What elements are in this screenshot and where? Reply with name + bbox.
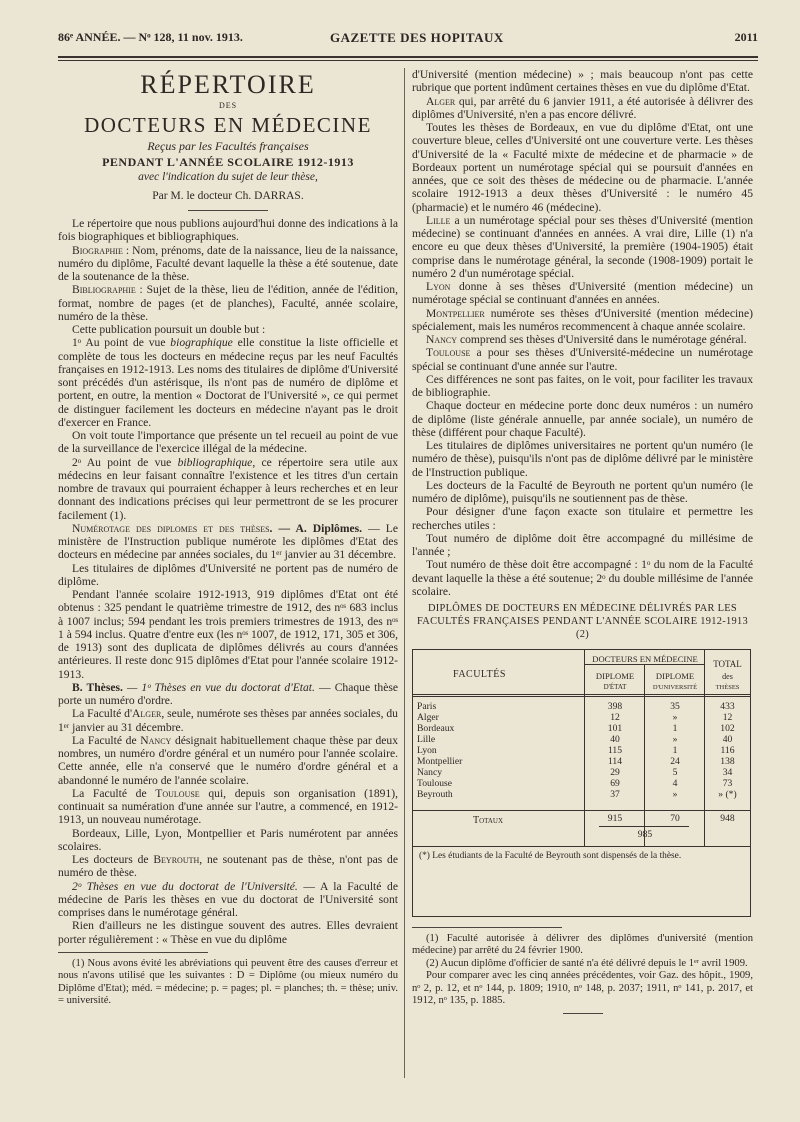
header-rule-thin	[58, 60, 758, 61]
paragraph: Les docteurs de la Faculté de Beyrouth ne portent qu'un numéro (le numéro de diplôme), puisqu'ils ne soutiennent pas de thèse.	[412, 478, 753, 505]
paragraph-italic: — 1ᵒ Thèses en vue du doctorat d'Etat.	[122, 680, 315, 694]
total-etat: 915	[607, 813, 623, 824]
article-subtitle: Reçus par les Facultés françaises	[147, 139, 309, 153]
row-etat: 115	[607, 745, 623, 756]
row-univ: 5	[672, 767, 678, 778]
column-separator	[404, 68, 405, 1078]
row-faculte: Montpellier	[417, 756, 463, 767]
row-faculte: Lille	[417, 734, 436, 745]
footnote: (1) Nous avons évité les abréviations qui peuvent être des causes d'erreur et nous n'avons utilisé que les suivantes : D = Diplôme (ou mieux numéro du Diplôme d'Etat); méd. = médecine; p. = pages; pl. = planches; th. = thèse; univ. = université.	[58, 957, 398, 1006]
paragraph: Cette publication poursuit un double but :	[72, 323, 266, 336]
paragraph	[58, 681, 398, 708]
paragraph-italic: 2ᵒ Thèses en vue du doctorat de l'Université.	[72, 879, 298, 893]
paragraph-text: a pour ses thèses d'Université-médecine un numérotage spécial se continuant d'une année sur l'autre.	[412, 346, 753, 373]
table-totals-rule	[413, 810, 750, 811]
faculty-name: Nancy	[140, 733, 172, 747]
row-total: 40	[722, 734, 733, 745]
paragraph: La Faculté d'Alger, seule, numérote ses thèses par années sociales, du 1ᵉʳ janvier au 31 décembre.	[58, 707, 398, 734]
table-header-rule	[413, 696, 750, 697]
paragraph: Pendant l'année scolaire 1912-1913, 919 diplômes d'Etat ont été obtenus : 325 pendant le quatrième trimestre de 1912, des nᵒˢ 683 inclus à 1007 inclus; 594 pendant les trois premiers trimestres de 1913, des nᵒˢ 1 à 594 inclus. Quatre d'entre eux (les nᵒˢ 1007, de 1912, 171, 305 et 306, de 1913) sont des duplicata de diplômes délivrés au cours d'années antérieures. Il reste donc 915 diplômes d'Etat pour l'année scolaire 1912-1913.	[58, 588, 398, 681]
footnote: Pour comparer avec les cinq années précédentes, voir Gaz. des hôpit., 1909, nᵒ 2, p. 12, et nᵒ 144, p. 1809; 1910, nᵒ 148, p. 2037; 1911, nᵒ 141, p. 2017, et 1912, nᵒ 135, p. 1885.	[412, 970, 753, 1007]
row-faculte: Alger	[417, 712, 439, 723]
paragraph: Tout numéro de diplôme doit être accompagné du millésime de l'année ;	[412, 531, 753, 558]
row-univ: »	[672, 789, 678, 800]
paragraph	[412, 95, 753, 122]
header-docteurs: DOCTEURS EN MÉDECINE	[592, 654, 698, 664]
title-divider	[188, 210, 268, 211]
paragraph-text: , ce répertoire sera utile aux médecins en leur faisant connaître l'existence et les titres d'un certain nombre de travaux qui pourraient échapper à leurs recherches et en leur donnant des indications précises qui leur permettront de se les procurer facilement (1).	[58, 455, 398, 522]
paragraph: Ces différences ne sont pas faites, on le voit, pour faciliter les travaux de bibliographie.	[412, 372, 753, 399]
row-total: 34	[722, 767, 733, 778]
row-etat: 114	[607, 756, 623, 767]
paragraph-text: , ne soutenant pas de thèse, n'ont pas de numéro de thèse.	[58, 853, 398, 880]
section-head: Numérotage des diplomes et des thèses	[72, 521, 270, 535]
row-etat: 398	[607, 701, 623, 712]
paragraph	[58, 244, 398, 284]
right-column	[412, 68, 753, 1020]
paragraph: Chaque docteur en médecine porte donc deux numéros : un numéro de diplôme (liste générale annuelle, par année sociale), un numéro de thèse (différent pour chaque Faculté).	[412, 399, 753, 439]
paragraph: Les titulaires de diplômes d'Université ne portent pas de numéro de diplôme.	[58, 561, 398, 588]
paragraph-italic: bibliographique	[177, 455, 253, 469]
paragraph-text: elle constitue la liste officielle et complète de tous les docteurs en médecine reçus par les neuf Facultés françaises en 1912-1913. Les noms des titulaires de diplôme d'Université sont précédés d'un astérisque, ils n'ont pas de numéro de diplôme et portent, en outre, la mention « Doctorat de l'Université », ce qui permet de distinguer facilement les docteurs en médecine n'ayant pas le droit d'exercer en France.	[58, 336, 398, 429]
footnote: (2) Aucun diplôme d'officier de santé n'a été délivré depuis le 1ᵉʳ avril 1909.	[426, 957, 748, 969]
paragraph: Tout numéro de thèse doit être accompagné : 1ᵒ du nom de la Faculté devant laquelle la thèse a été soutenue; 2ᵒ du double millésime de l'année scolaire.	[412, 558, 753, 598]
article-subtitle-year: PENDANT L'ANNÉE SCOLAIRE 1912-1913	[102, 155, 354, 169]
article-subtitle-thesis: avec l'indication du sujet de leur thèse,	[138, 171, 318, 183]
end-ornament	[563, 1013, 603, 1014]
row-total: 433	[720, 701, 735, 712]
row-total: 12	[722, 712, 733, 723]
row-faculte: Bordeaux	[417, 723, 455, 734]
faculty-name: Nancy	[426, 333, 458, 346]
journal-name: GAZETTE DES HOPITAUX	[330, 30, 504, 45]
row-etat: 40	[610, 734, 620, 745]
paragraph-text: désignait habituellement chaque thèse par deux nombres, un numéro d'ordre général et un numéro pour l'année scolaire. Cette année, elle n'a conservé que le numéro d'ordre général et a abandonné le numéro de l'année scolaire.	[58, 733, 398, 787]
faculty-name: Lyon	[426, 280, 451, 293]
total-combined: 985	[637, 829, 653, 840]
paragraph: Toutes les thèses de Bordeaux, en vue du diplôme d'Etat, ont une couverture bleue, celles d'Université ont une couverture verte. Les thèses d'Université de la « Faculté mixte de médecine et de pharmacie » de Bordeaux portent un numérotage spécial qui se poursuit d'années en années, que ce soit des thèses de médecine ou de pharmacie. L'année scolaire 1912-1913 a deux thèses d'Université : le numéro 45 (pharmacie) et le numéro 46 (médecine).	[412, 121, 753, 214]
header-total: TOTAL	[713, 659, 742, 669]
table-note: (*) Les étudiants de la Faculté de Beyrouth sont dispensés de la thèse.	[419, 851, 682, 861]
combined-brace	[599, 826, 689, 827]
paragraph-text: : Nom, prénoms, date de la naissance, lieu de la naissance, numéro du diplôme, Faculté devant laquelle la thèse a été soutenue, date de la soutenance de la thèse.	[58, 243, 398, 283]
row-etat: 101	[607, 723, 623, 734]
total-univ: 70	[670, 813, 680, 824]
row-etat: 29	[610, 767, 620, 778]
row-total: » (*)	[718, 789, 737, 800]
row-faculte: Paris	[417, 701, 437, 712]
header-diplome-univ: DIPLOME	[655, 671, 695, 681]
faculty-name: Toulouse	[426, 346, 471, 360]
paragraph	[58, 456, 398, 522]
paragraph	[58, 283, 398, 323]
row-total: 73	[722, 778, 733, 789]
row-etat: 12	[610, 712, 620, 723]
header-rule	[58, 56, 758, 58]
paragraph: La Faculté de Toulouse qui, depuis son organisation (1891), continuait sa numération d'une année sur l'autre, a commencé, en 1912-1913, un nouveau numérotage.	[58, 786, 398, 827]
paragraph-text: qui, depuis son organisation (1891), continuait sa numération d'une année sur l'autre, a commencé, en 1912-1913, un nouveau numérotage.	[58, 786, 398, 827]
totaux-label: Totaux	[473, 815, 504, 826]
table-caption: DIPLÔMES DE DOCTEURS EN MÉDECINE DÉLIVRÉS PAR LES FACULTÉS FRANÇAISES PENDANT L'ANNÉE SCOLAIRE 1912-1913 (2)	[416, 603, 749, 640]
paragraph: La Faculté de Nancy désignait habituellement chaque thèse par deux nombres, un numéro d'ordre général et un numéro pour l'année scolaire. Cette année, elle n'a conservé que le numéro d'ordre général et a abandonné le numéro de l'année scolaire.	[58, 733, 398, 787]
row-faculte: Beyrouth	[417, 789, 453, 800]
header-diplome-univ-sub: D'UNIVERSITÉ	[652, 684, 698, 691]
row-univ: »	[672, 712, 678, 723]
row-total: 138	[720, 756, 735, 767]
run-in-head: Biographie	[72, 243, 123, 257]
header-diplome-etat: DIPLOME	[595, 671, 635, 681]
article-author: Par M. le docteur Ch. DARRAS.	[152, 190, 304, 202]
row-faculte: Toulouse	[417, 778, 453, 789]
header-facultes: FACULTÉS	[453, 669, 506, 680]
article-title: RÉPERTOIRE	[140, 70, 316, 99]
paragraph	[412, 214, 753, 280]
footnote: (1) Faculté autorisée à délivrer des diplômes d'université (mention médecine) par arrêté du 24 février 1900.	[412, 933, 753, 957]
section-subhead: . — A. Diplômes.	[269, 521, 363, 535]
header-total-theses: THÈSES	[715, 684, 740, 691]
paragraph-italic: biographique	[170, 336, 233, 350]
paragraph-text: 2ᵒ Au point de vue	[72, 455, 178, 469]
left-column	[58, 68, 398, 1007]
row-faculte: Nancy	[417, 767, 443, 778]
faculty-name: Toulouse	[155, 786, 200, 800]
paragraph-text: — Le ministère de l'Instruction publique numérote les diplômes d'Etat des docteurs en médecine par années sociales, du 1ᵉʳ janvier au 31 décembre.	[58, 521, 398, 562]
paragraph: Bordeaux, Lille, Lyon, Montpellier et Paris numérotent par années scolaires.	[58, 826, 398, 853]
footnote-rule	[412, 927, 562, 928]
paragraph-text: numérote ses thèses d'Université (mention médecine) spécialement, mais les numéros recommencent à chaque année scolaire.	[412, 306, 753, 333]
row-univ: 4	[672, 778, 678, 789]
paragraph: d'Université (mention médecine) » ; mais beaucoup n'ont pas cette rubrique que portent indûment certaines thèses en vue du diplôme d'Etat.	[412, 68, 753, 95]
paragraph-text: , seule, numérote ses thèses par années sociales, du 1ᵉʳ janvier au 31 décembre.	[58, 707, 398, 734]
issue-info: 86ᵉ ANNÉE. — Nᵒ 128, 11 nov. 1913.	[58, 30, 243, 44]
paragraph-text: — Chaque thèse porte un numéro d'ordre.	[58, 680, 399, 707]
faculty-name: Alger	[132, 707, 162, 721]
row-total: 116	[720, 745, 735, 756]
row-etat: 69	[610, 778, 620, 789]
paragraph	[412, 333, 753, 346]
header-total-des: des	[722, 672, 733, 681]
total-theses: 948	[720, 813, 735, 824]
row-faculte: Lyon	[417, 745, 437, 756]
row-univ: 24	[670, 756, 680, 767]
faculty-name: Lille	[426, 213, 451, 227]
paragraph: Les titulaires de diplômes universitaires ne portent qu'un numéro (le numéro de thèse), puisqu'ils n'ont pas de diplôme délivré par le ministère de l'Instruction publique.	[412, 439, 753, 479]
page-header	[58, 28, 758, 50]
faculty-name: Beyrouth	[153, 853, 200, 866]
row-univ: »	[672, 734, 678, 745]
paragraph	[58, 336, 398, 429]
row-univ: 1	[672, 723, 678, 734]
header-diplome-etat-sub: D'ÉTAT	[603, 683, 627, 691]
paragraph: Rien d'ailleurs ne les distingue souvent des autres. Elles devraient porter régulièrement : « Thèse en vue du diplôme	[58, 919, 398, 946]
row-univ: 1	[672, 745, 678, 756]
article-title-des: DES	[218, 101, 238, 110]
article-title-main: DOCTEURS EN MÉDECINE	[84, 113, 372, 137]
paragraph	[58, 522, 398, 562]
paragraph	[58, 880, 398, 920]
paragraph: Les docteurs de Beyrouth, ne soutenant pas de thèse, n'ont pas de numéro de thèse.	[58, 853, 398, 880]
paragraph-text: qui, par arrêté du 6 janvier 1911, a été autorisée à délivrer des diplômes d'Université, n'en a pas encore délivré.	[412, 94, 753, 121]
paragraph	[412, 280, 753, 307]
paragraph-text: a un numérotage spécial pour ses thèses d'Université (mention médecine) se continuant d'années en années. A vrai dire, Lille (1) n'a encore eu que deux thèses d'Université, la première (1904-1905) était comprise dans le numérotage général, la seconde (1908-1909) portait le numéro 2 d'un numérotage spécial.	[412, 213, 753, 280]
table-bottom-rule	[413, 846, 750, 847]
faculty-name: Montpellier	[426, 306, 485, 320]
paragraph: On voit toute l'importance que présente un tel recueil au point de vue de la surveillance de l'exercice illégal de la médecine.	[58, 429, 398, 456]
paragraph-text: donne à ses thèses d'Université (mention médecine) un numérotage spécial se continuant d'années en années.	[412, 280, 753, 307]
paragraph	[412, 346, 753, 373]
row-etat: 37	[610, 789, 620, 800]
page-number: 2011	[734, 30, 758, 44]
diplomas-table	[412, 649, 751, 917]
row-univ: 35	[670, 701, 680, 712]
run-in-head: Bibliographie	[72, 283, 136, 297]
paragraph-text: — A la Faculté de médecine de Paris les thèses en vue du doctorat de l'Université sont comprises dans le numérotage général.	[58, 879, 398, 919]
faculty-name: Alger	[426, 94, 456, 108]
footnote-rule	[58, 952, 208, 953]
row-total: 102	[720, 723, 735, 734]
paragraph-text: : Sujet de la thèse, lieu de l'édition, année de l'édition, format, nombre de pages (et de planches), Faculté, année scolaire, numéro de la thèse.	[58, 283, 398, 323]
paragraph	[412, 307, 753, 334]
section-subhead: B. Thèses.	[72, 680, 123, 694]
paragraph: Le répertoire que nous publions aujourd'hui donne des indications à la fois biographiques et bibliographiques.	[58, 217, 398, 244]
paragraph: Pour désigner d'une façon exacte son titulaire et permettre les recherches utiles :	[412, 505, 753, 532]
paragraph-text: comprend ses thèses d'Université dans le numérotage général.	[457, 333, 747, 346]
paragraph-text: 1ᵒ Au point de vue	[72, 336, 171, 350]
